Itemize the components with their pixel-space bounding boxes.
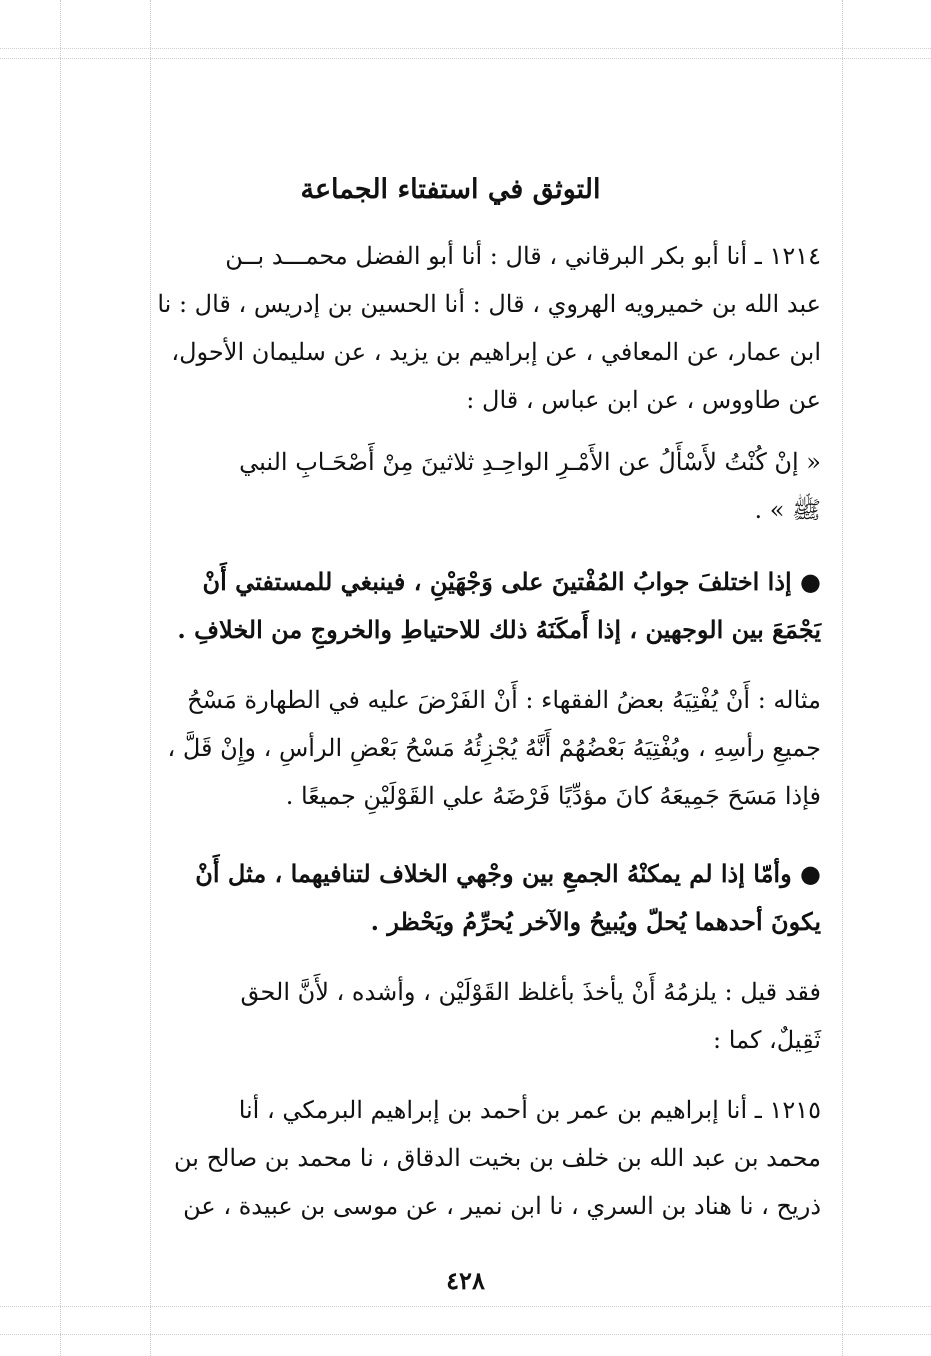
hadith-1215-paragraph bbox=[80, 1086, 821, 1230]
text-line: يَجْمَعَ بين الوجهين ، إذا أَمكَنَهُ ذلك للاحتياطِ والخروجِ من الخلافِ . bbox=[177, 615, 821, 644]
text-line: جميعِ رأسِهِ ، ويُفْتِيَهُ بَعْضُهُمْ أَنَّهُ يُجْزِئُهُ مَسْحُ بَعْضِ الرأسِ ، وإِنْ قَلَّ ، bbox=[167, 734, 821, 762]
scan-guide-line bbox=[0, 1306, 931, 1307]
text-line: عن طاووس ، عن ابن عباس ، قال : bbox=[466, 386, 821, 414]
scan-guide-line bbox=[842, 0, 843, 1356]
text-line: ١٢١٤ ـ أنا أبو بكر البرقاني ، قال : أنا أبو الفضل محمـــد بــن bbox=[225, 242, 821, 270]
scan-guide-line bbox=[0, 48, 931, 49]
text-line: ● إذا اختلفَ جوابُ المُفْتينَ على وَجْهَيْنِ ، فينبغي للمستفتي أَنْ bbox=[202, 567, 821, 596]
text-line: مثاله : أَنْ يُفْتِيَهُ بعضُ الفقهاء : أَنْ الفَرْضَ عليه في الطهارة مَسْحُ bbox=[187, 686, 821, 714]
text-line: ابن عمار، عن المعافي ، عن إبراهيم بن يزيد ، عن سليمان الأحول، bbox=[171, 338, 821, 366]
text-line: ذريح ، نا هناد بن السري ، نا ابن نمير ، عن موسى بن عبيدة ، عن bbox=[183, 1192, 821, 1220]
hadith-1214-paragraph bbox=[80, 232, 821, 424]
section-title: التوثق في استفتاء الجماعة bbox=[300, 174, 601, 205]
text-line: فإذا مَسَحَ جَمِيعَهُ كانَ مؤدِّيًا فَرْضَهُ علي القَوْلَيْنِ جميعًا . bbox=[285, 782, 821, 810]
quote-paragraph bbox=[80, 438, 821, 534]
text-line: ثَقِيلٌ، كما : bbox=[713, 1026, 821, 1054]
scan-guide-line bbox=[0, 58, 931, 59]
text-line: محمد بن عبد الله بن خلف بن بخيت الدقاق ، نا محمد بن صالح بن bbox=[174, 1144, 821, 1172]
scan-guide-line bbox=[0, 1334, 931, 1335]
rule-paragraph-conflict bbox=[80, 850, 821, 946]
text-line: عبد الله بن خميرويه الهروي ، قال : أنا الحسين بن إدريس ، قال : نا bbox=[157, 290, 821, 318]
example-paragraph bbox=[80, 676, 821, 820]
page-number: ٤٢٨ bbox=[446, 1266, 485, 1295]
qila-paragraph bbox=[80, 968, 821, 1064]
text-line: فقد قيل : يلزمُهُ أَنْ يأخذَ بأغلظ القَوْلَيْن ، وأشده ، لأَنَّ الحق bbox=[240, 978, 821, 1006]
text-line: ١٢١٥ ـ أنا إبراهيم بن عمر بن أحمد بن إبراهيم البرمكي ، أنا bbox=[238, 1096, 821, 1124]
text-line: يكونَ أحدهما يُحلّ ويُبيحُ والآخر يُحرِّمُ ويَحْظر . bbox=[370, 907, 821, 936]
text-line: « إنْ كُنْتُ لأَسْأَلُ عن الأَمْـرِ الواحِـدِ ثلاثينَ مِنْ أَصْحَـابِ النبي bbox=[239, 448, 821, 476]
text-line: ● وأمّا إذا لم يمكنْهُ الجمعِ بين وجْهي الخلاف لتنافيهما ، مثل أَنْ bbox=[195, 859, 821, 888]
rule-paragraph-combine bbox=[80, 558, 821, 654]
scan-guide-line bbox=[60, 0, 61, 1356]
text-line: ﷺ » . bbox=[754, 496, 821, 524]
